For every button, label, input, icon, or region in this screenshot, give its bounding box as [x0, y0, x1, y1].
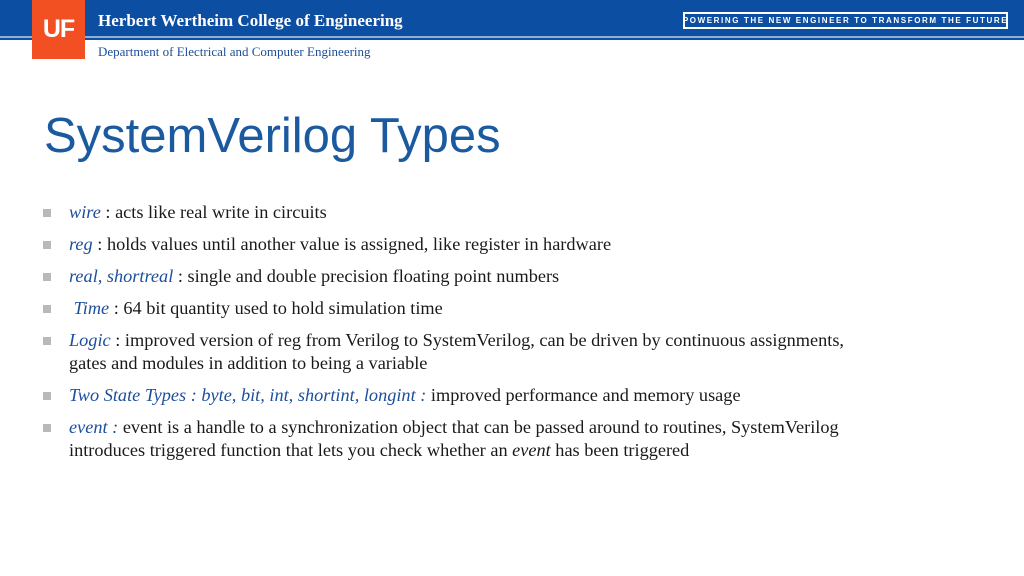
bullet-term: Two State Types : byte, bit, int, shortint, longint : [69, 385, 427, 405]
college-name: Herbert Wertheim College of Engineering [98, 11, 403, 30]
bullet-term: event : [69, 417, 119, 437]
bullet-text: improved version of reg from Verilog to SystemVerilog, can be driven by continuous assignments, gates and modules in addition to being a variable [69, 330, 844, 373]
bullet-text: 64 bit quantity used to hold simulation time [123, 298, 443, 318]
header-divider [0, 36, 1024, 38]
bullet-item-event [40, 416, 870, 462]
bullet-separator: : [100, 202, 116, 222]
bullet-term: Logic [69, 330, 111, 350]
bullet-term: reg [69, 234, 93, 254]
bullet-text: improved performance and memory usage [430, 385, 741, 405]
bullet-square-icon [43, 392, 51, 400]
department-name: Department of Electrical and Computer Engineering [98, 44, 371, 59]
bullet-separator: : [109, 298, 124, 318]
bullet-text: acts like real write in circuits [115, 202, 327, 222]
bullet-square-icon [43, 305, 51, 313]
bullet-square-icon [43, 209, 51, 217]
slide-title: SystemVerilog Types [44, 109, 501, 163]
bullet-separator: : [173, 266, 188, 286]
bullet-item-time [40, 297, 870, 320]
bullet-separator: : [92, 234, 107, 254]
bullet-square-icon [43, 337, 51, 345]
bullet-square-icon [43, 424, 51, 432]
tagline: POWERING THE NEW ENGINEER TO TRANSFORM THE FUTURE [683, 12, 1008, 29]
bullet-separator: : [110, 330, 125, 350]
bullet-text: holds values until another value is assigned, like register in hardware [106, 234, 612, 254]
bullet-text: single and double precision floating point numbers [187, 266, 560, 286]
bullet-item-logic [40, 329, 870, 375]
bullet-term: real, shortreal [69, 266, 174, 286]
bullet-term: wire [69, 202, 101, 222]
bullet-item-reg [40, 233, 870, 256]
bullet-text: has been triggered [550, 440, 690, 460]
bullet-text: event is a handle to a synchronization object that can be passed around to routines, SystemVerilog introduces triggered function that lets you check whether an [69, 417, 839, 460]
bullet-item-two-state [40, 384, 870, 407]
bullet-list [40, 201, 870, 471]
bullet-term: Time [73, 298, 110, 318]
bullet-text-emphasis: event [512, 440, 551, 460]
bullet-item-real [40, 265, 870, 288]
bullet-square-icon [43, 273, 51, 281]
bullet-item-wire [40, 201, 870, 224]
uf-logo: UF [32, 0, 85, 59]
bullet-square-icon [43, 241, 51, 249]
